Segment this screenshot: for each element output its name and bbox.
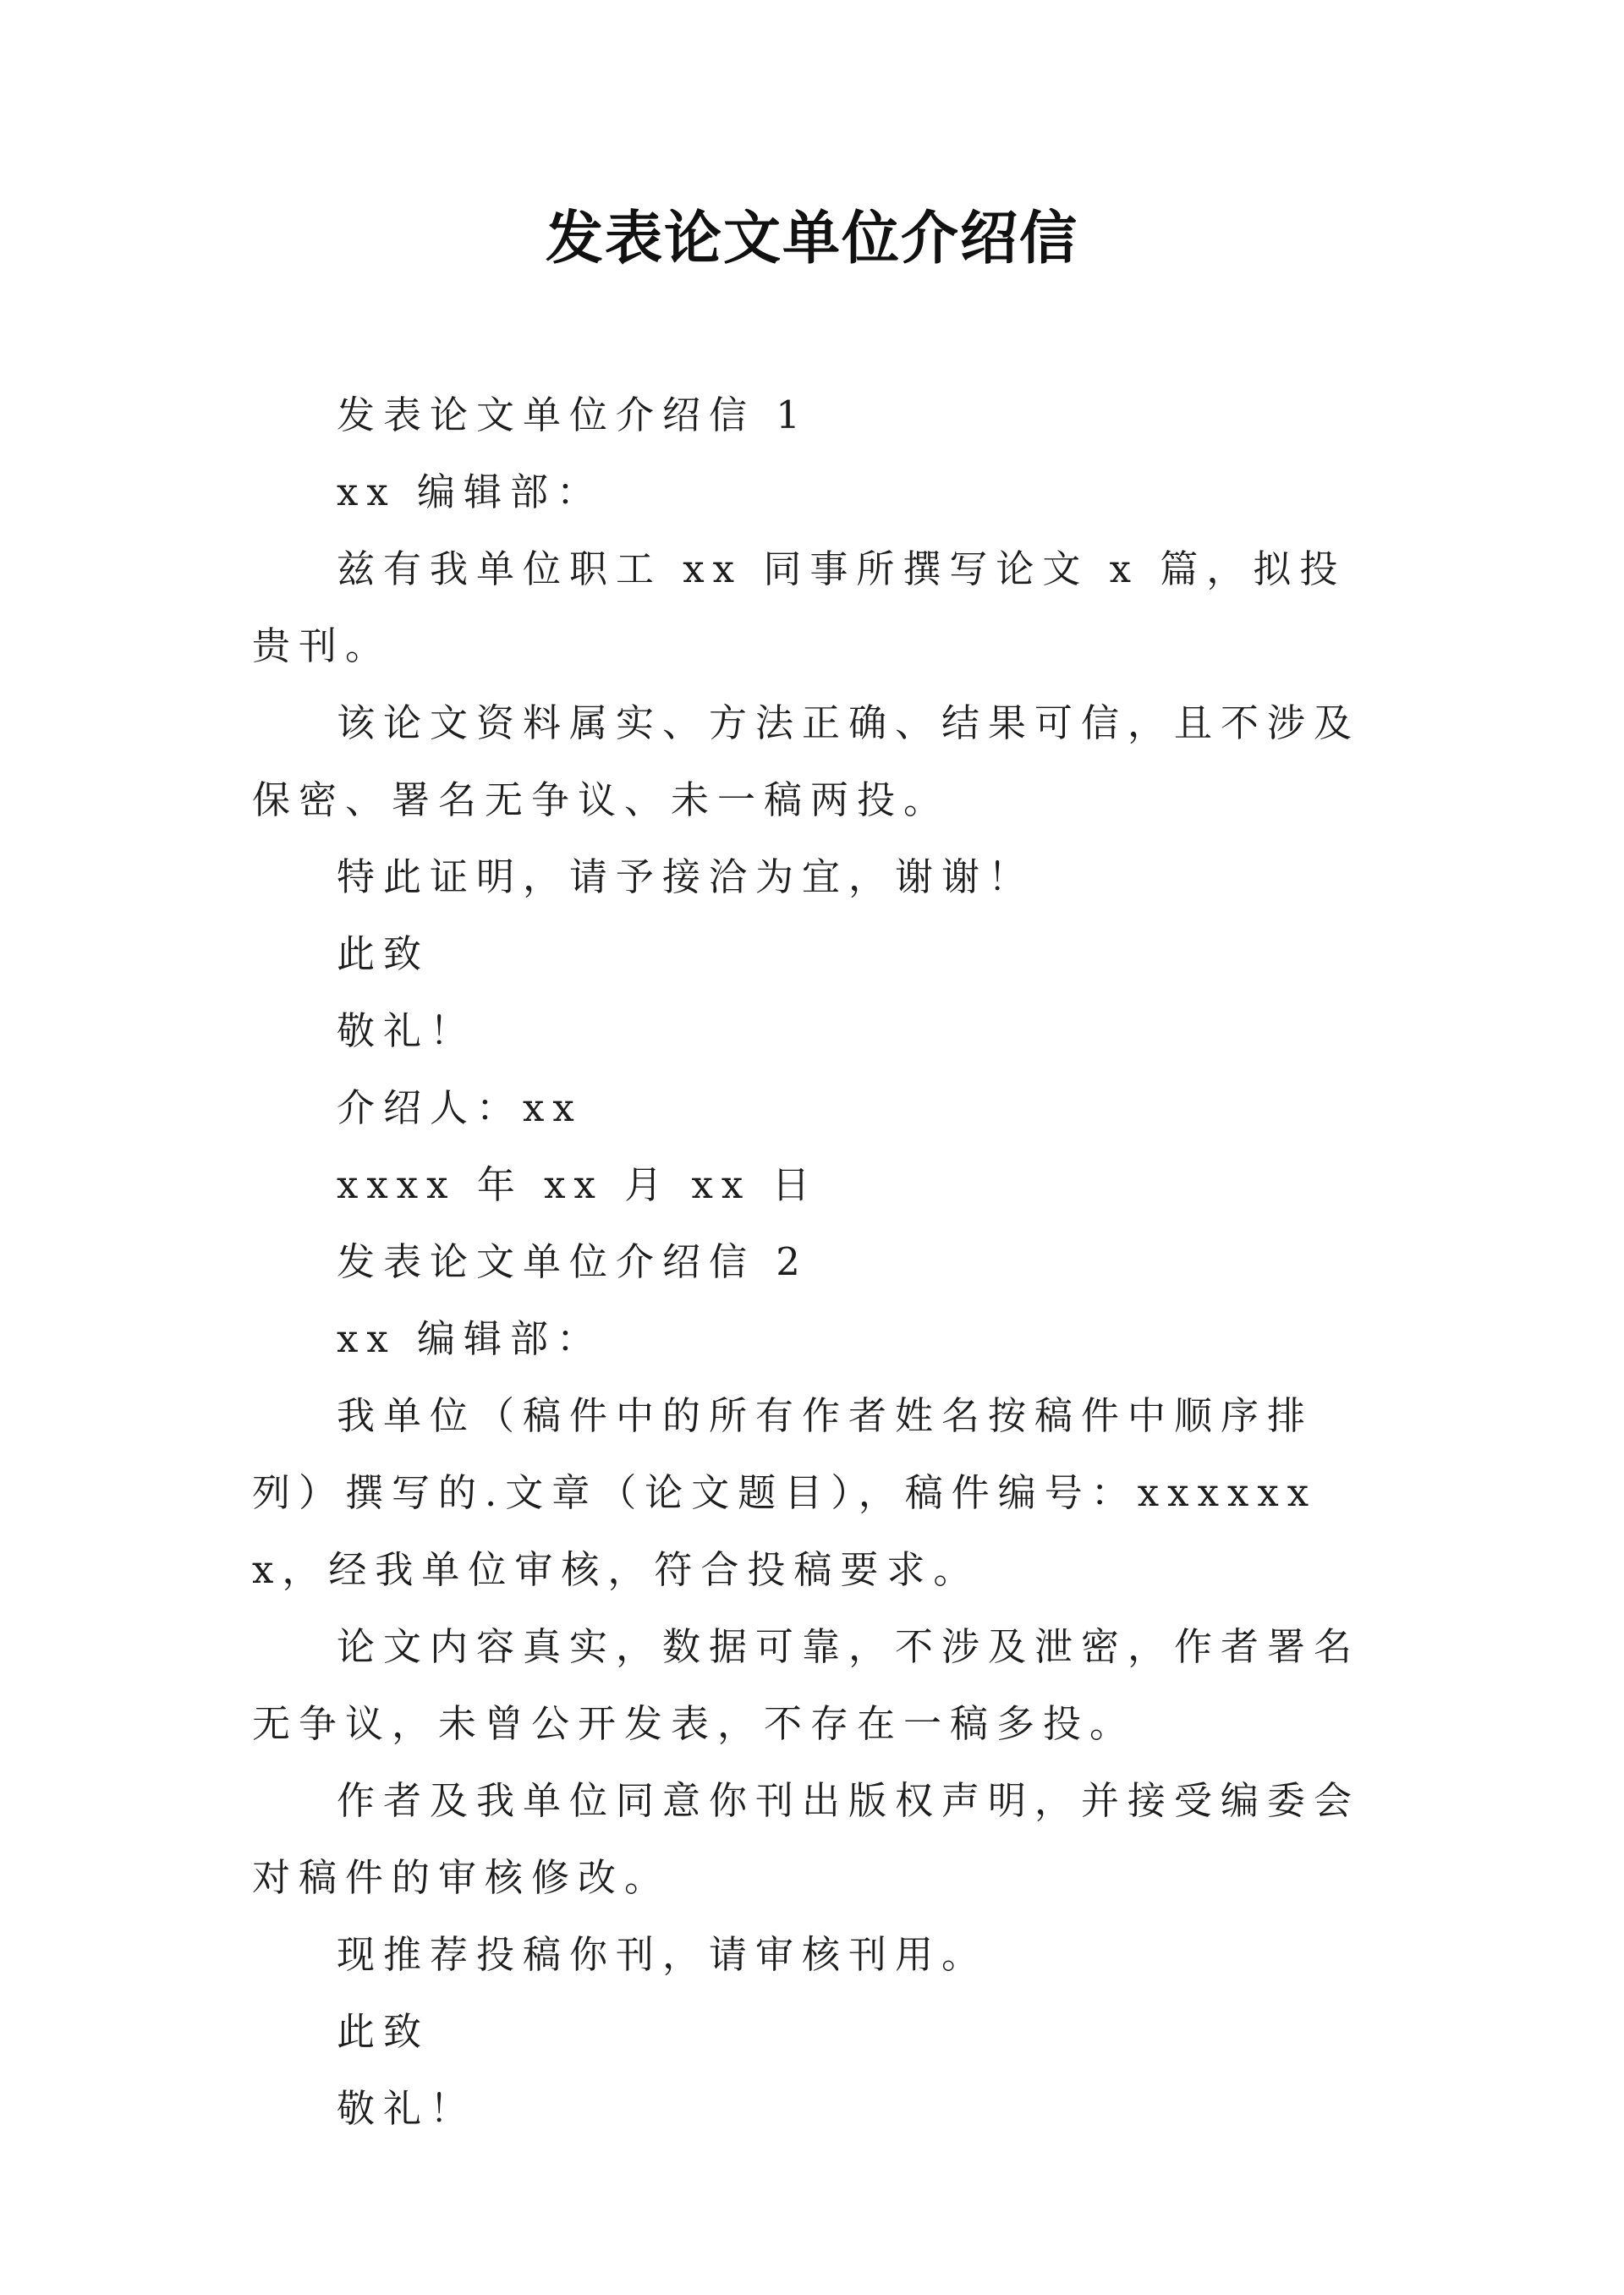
document-title: 发表论文单位介绍信 — [545, 206, 1078, 272]
body-paragraph: 作者及我单位同意你刊出版权声明，并接受编委会对稿件的审核修改。 — [252, 1778, 1361, 1900]
signature-line: 介绍人：xx — [337, 1085, 583, 1130]
letter-body — [252, 376, 1382, 2147]
body-paragraph: 兹有我单位职工 xx 同事所撰写论文 x 篇，拟投贵刊。 — [252, 546, 1347, 668]
closing-line: 敬礼！ — [337, 1008, 477, 1053]
body-paragraph: 论文内容真实，数据可靠，不涉及泄密，作者署名无争议，未曾公开发表，不存在一稿多投。 — [252, 1624, 1361, 1746]
date-line: xxxx 年 xx 月 xx 日 — [337, 1162, 819, 1207]
body-paragraph: 现推荐投稿你刊，请审核刊用。 — [337, 1932, 989, 1977]
closing-line: 敬礼！ — [337, 2086, 477, 2131]
body-paragraph: 该论文资料属实、方法正确、结果可信，且不涉及保密、署名无争议、未一稿两投。 — [252, 700, 1361, 822]
section-heading-1: 发表论文单位介绍信 1 — [337, 393, 809, 437]
closing-line: 此致 — [337, 931, 431, 976]
salutation: xx 编辑部： — [337, 1316, 604, 1361]
closing-line: 此致 — [337, 2009, 431, 2054]
section-heading-2: 发表论文单位介绍信 2 — [337, 1239, 809, 1284]
body-paragraph: 特此证明，请予接洽为宜，谢谢！ — [337, 854, 1035, 899]
salutation: xx 编辑部： — [337, 469, 604, 514]
body-paragraph: 我单位（稿件中的所有作者姓名按稿件中顺序排列）撰写的.文章（论文题目），稿件编号：xxxxxxx，经我单位审核，符合投稿要求。 — [252, 1393, 1318, 1592]
